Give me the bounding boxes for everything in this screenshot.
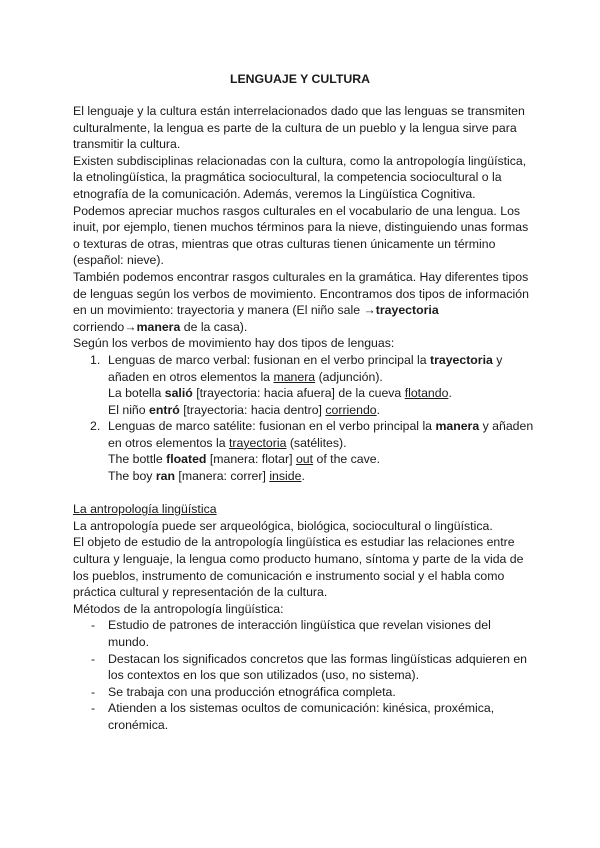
grammar-mid: corriendo: [73, 319, 125, 334]
example-text: .: [448, 386, 452, 401]
example-bold: ran: [155, 469, 175, 484]
example-text: The bottle: [108, 452, 167, 467]
list-item: [73, 700, 535, 733]
example-text: La botella: [108, 386, 165, 401]
example-bold: entró: [149, 402, 180, 417]
method-text: Se trabaja con una producción etnográfica completa.: [108, 684, 396, 699]
spacer: [73, 485, 535, 502]
list-item: [73, 418, 535, 484]
method-text: Estudio de patrones de interacción lingüística que revelan visiones del mundo.: [108, 618, 491, 649]
page-title: LENGUAJE Y CULTURA: [229, 72, 371, 86]
item-text: Lenguas de marco satélite: fusionan en el verbo principal la: [108, 419, 436, 434]
dash-marker: -: [91, 701, 96, 716]
list-item: [73, 684, 535, 701]
intro-paragraph-3: Podemos apreciar muchos rasgos culturales en el vocabulario de una lengua. Los inuit, por ejemplo, tienen muchos términos para la nieve, distinguiendo unas formas o texturas de otras, mientras que otras culturas tienen únicamente un término (español: nieve).: [73, 203, 529, 268]
item-underline: trayectoria: [229, 435, 287, 450]
section-paragraph-3: Métodos de la antropología lingüística:: [73, 601, 284, 616]
grammar-end: de la casa).: [180, 319, 248, 334]
section-heading-text: La antropología lingüística: [73, 502, 217, 517]
example-bold: salió: [164, 386, 193, 401]
item-text: (adjunción).: [315, 369, 383, 384]
item-text: y añaden en otros elementos la: [108, 352, 503, 384]
example-underline: flotando: [404, 386, 449, 401]
example-text: [trayectoria: hacia dentro]: [179, 402, 326, 417]
section-paragraph-1: La antropología puede ser arqueológica, biológica, sociocultural o lingüística.: [73, 518, 493, 533]
item-underline: manera: [273, 369, 316, 384]
dash-marker: -: [91, 618, 96, 633]
example-text: El niño: [108, 402, 150, 417]
method-text: Atienden a los sistemas ocultos de comunicación: kinésica, proxémica, cronémica.: [108, 701, 495, 732]
item-bold: trayectoria: [429, 352, 493, 367]
section-paragraph-2: El objeto de estudio de la antropología lingüística es estudiar las relaciones entre cultura y lenguaje, la lengua como producto humano, síntoma y parte de la vida de los pueblos, instrumento de comunicación e instrumento social y el habla como práctica cultural y representación de la cultura.: [73, 535, 524, 600]
item-text: y añaden en otros elementos la: [108, 419, 534, 450]
item-text: (satélites).: [286, 435, 347, 450]
item-text: Lenguas de marco verbal: fusionan en el verbo principal la: [108, 352, 430, 367]
arrow-1: →: [363, 303, 376, 318]
list-marker: 1.: [90, 352, 101, 367]
list-item: [73, 617, 535, 650]
example-text: [trayectoria: hacia afuera] de la cueva: [192, 386, 405, 401]
arrow-2: →: [124, 319, 137, 334]
grammar-bold-manera: manera: [136, 319, 181, 334]
list-item: [73, 352, 535, 418]
example-line: [108, 451, 535, 468]
method-text: Destacan los significados concretos que las formas lingüísticas adquieren en los contextos en los que son utilizados (uso, no sistema).: [108, 651, 528, 683]
example-text: [manera: correr]: [175, 469, 270, 484]
example-underline: corriendo: [325, 402, 377, 417]
example-underline: inside: [269, 469, 302, 484]
document-body: [73, 103, 535, 734]
example-underline: out: [295, 452, 314, 467]
example-text: .: [301, 469, 305, 484]
methods-list: [73, 617, 535, 733]
grammar-paragraph: [73, 269, 535, 335]
grammar-bold-trayectoria: trayectoria: [375, 303, 439, 318]
example-line: [108, 468, 535, 485]
example-line: [108, 385, 535, 402]
example-text: of the cave.: [313, 452, 381, 467]
example-text: .: [376, 402, 381, 417]
section-heading: [73, 501, 535, 518]
example-text: The boy: [108, 469, 156, 484]
list-item: [73, 651, 535, 684]
example-bold: floated: [166, 452, 207, 467]
dash-marker: -: [91, 684, 96, 699]
list-marker: 2.: [90, 419, 101, 434]
example-line: [108, 402, 535, 419]
item-bold: manera: [435, 419, 480, 434]
language-types-list: [73, 352, 535, 485]
example-text: [manera: flotar]: [206, 452, 296, 467]
grammar-text: También podemos encontrar rasgos culturales en la gramática. Hay diferentes tipos de lenguas según los verbos de movimiento. Encontramos dos tipos de información en un movimiento: trayectoria y manera (El niño sale: [73, 269, 529, 318]
types-intro: Según los verbos de movimiento hay dos tipos de lenguas:: [73, 336, 395, 351]
intro-paragraph-2: Existen subdisciplinas relacionadas con la cultura, como la antropología lingüística, la etnolingüística, la pragmática sociocultural, la competencia sociocultural o la etnografía de la comunicación. Además, veremos la Lingüística Cognitiva.: [73, 153, 527, 201]
intro-paragraph-1: El lenguaje y la cultura están interrelacionados dado que las lenguas se transmiten culturalmente, la lengua es parte de la cultura de un pueblo y la lengua sirve para transmitir la cultura.: [73, 104, 525, 152]
dash-marker: -: [91, 651, 96, 666]
